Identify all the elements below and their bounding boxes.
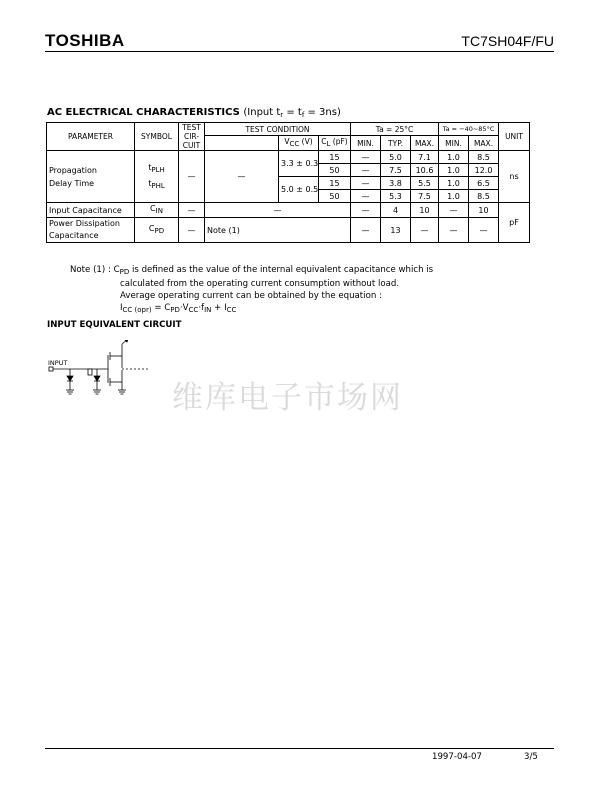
- cap-unit: pF: [499, 203, 530, 243]
- subcol-vcc: VCC (V): [279, 136, 319, 151]
- cell-cl: 50: [319, 164, 351, 177]
- ac-characteristics-table: [46, 122, 530, 243]
- part-number: TC7SH04F/FU: [461, 33, 554, 49]
- symbol-cin: CIN: [135, 203, 179, 218]
- subcol-max: MAX.: [411, 136, 439, 151]
- propagation-unit: ns: [499, 151, 530, 203]
- cell-max: 10: [411, 203, 439, 218]
- col-test-circuit: TEST CIR-CUIT: [179, 123, 205, 151]
- subcol-max2: MAX.: [469, 136, 499, 151]
- param-input-capacitance: Input Capacitance: [47, 203, 135, 218]
- param-propagation: Propagation Delay Time: [47, 151, 135, 203]
- cell-typ: 13: [381, 218, 411, 243]
- input-equivalent-circuit: [48, 340, 163, 398]
- symbol-cpd: CPD: [135, 218, 179, 243]
- cell-min2: 1.0: [439, 190, 469, 203]
- diode-2: [94, 376, 100, 381]
- table-row: [47, 218, 530, 243]
- cell-max2: 8.5: [469, 190, 499, 203]
- subcol-blank: [205, 136, 279, 151]
- col-test-condition: TEST CONDITION: [205, 123, 351, 136]
- note-line2: calculated from the operating current consumption without load.: [120, 279, 400, 289]
- cell-typ: 5.3: [381, 190, 411, 203]
- cell-max2: 10: [469, 203, 499, 218]
- cell-max2: 6.5: [469, 177, 499, 190]
- cell-min2: 1.0: [439, 164, 469, 177]
- col-ta25: Ta = 25°C: [351, 123, 439, 136]
- cell-max: 5.5: [411, 177, 439, 190]
- cell-condition: Note (1): [205, 218, 351, 243]
- footer-rule: [45, 748, 554, 749]
- cell-max2: 12.0: [469, 164, 499, 177]
- cell-max: 10.6: [411, 164, 439, 177]
- ac-section-title: [47, 107, 341, 119]
- cell-min: —: [351, 203, 381, 218]
- subcol-cl: CL (pF): [319, 136, 351, 151]
- cell-min2: 1.0: [439, 177, 469, 190]
- cell-cl: 15: [319, 151, 351, 164]
- footer-page: 3/5: [524, 752, 538, 762]
- propagation-circuit: —: [179, 151, 205, 203]
- cell-min: —: [351, 177, 381, 190]
- note-block: [70, 264, 433, 316]
- cell-circuit: —: [179, 218, 205, 243]
- cell-typ: 4: [381, 203, 411, 218]
- cell-min: —: [351, 190, 381, 203]
- table-row: [47, 203, 530, 218]
- subcol-min: MIN.: [351, 136, 381, 151]
- cell-typ: 7.5: [381, 164, 411, 177]
- watermark-text: 维库电子市场网: [172, 380, 403, 416]
- input-circuit-title: INPUT EQUIVALENT CIRCUIT: [47, 320, 182, 330]
- footer-date: 1997-04-07: [432, 752, 482, 762]
- subcol-typ: TYP.: [381, 136, 411, 151]
- vcc-low: 3.3 ± 0.3: [279, 151, 319, 177]
- diode-1: [67, 376, 73, 381]
- cell-typ: 5.0: [381, 151, 411, 164]
- cell-max: —: [411, 218, 439, 243]
- header-rule: [45, 51, 554, 52]
- brand-logo: TOSHIBA: [45, 31, 125, 50]
- subcol-min2: MIN.: [439, 136, 469, 151]
- param-power-dissipation: Power Dissipation Capacitance: [47, 218, 135, 243]
- col-parameter: PARAMETER: [47, 123, 135, 151]
- cell-cl: 50: [319, 190, 351, 203]
- table-row: [47, 151, 530, 164]
- cell-min2: —: [439, 203, 469, 218]
- col-ta-range: Ta = −40~85°C: [439, 123, 499, 136]
- ac-input-condition: (Input $t_r = t_f = 3ns$): [243, 107, 341, 119]
- cell-min: —: [351, 164, 381, 177]
- vcc-high: 5.0 ± 0.5: [279, 177, 319, 203]
- cell-circuit: —: [179, 203, 205, 218]
- input-label: INPUT: [48, 359, 68, 367]
- cell-max: 7.5: [411, 190, 439, 203]
- note-equation: $I_{CC (opr)} = C_{PD}\cdot V_{CC}\cdot f_{IN} + I_{CC}$: [120, 303, 237, 314]
- note-label: Note (1) :: [70, 265, 111, 275]
- note-line3: Average operating current can be obtained by the equation :: [120, 291, 382, 301]
- symbol-tplh-tphl: tPLH tPHL: [135, 151, 179, 203]
- cell-typ: 3.8: [381, 177, 411, 190]
- cell-condition: —: [205, 203, 351, 218]
- cell-cl: 15: [319, 177, 351, 190]
- cell-max2: 8.5: [469, 151, 499, 164]
- cell-min2: —: [439, 218, 469, 243]
- cell-min: —: [351, 151, 381, 164]
- cell-max: 7.1: [411, 151, 439, 164]
- resistor: [88, 369, 92, 375]
- table-header-row: [47, 123, 530, 136]
- col-unit: UNIT: [499, 123, 530, 151]
- propagation-condition: —: [205, 151, 279, 203]
- input-pin: [49, 367, 53, 371]
- cell-max2: —: [469, 218, 499, 243]
- col-symbol: SYMBOL: [135, 123, 179, 151]
- note-line1: $C_{PD}$ is defined as the value of the internal equivalent capacitance which is: [113, 265, 434, 276]
- ac-title-text: AC ELECTRICAL CHARACTERISTICS: [47, 107, 240, 118]
- cell-min: —: [351, 218, 381, 243]
- cell-min2: 1.0: [439, 151, 469, 164]
